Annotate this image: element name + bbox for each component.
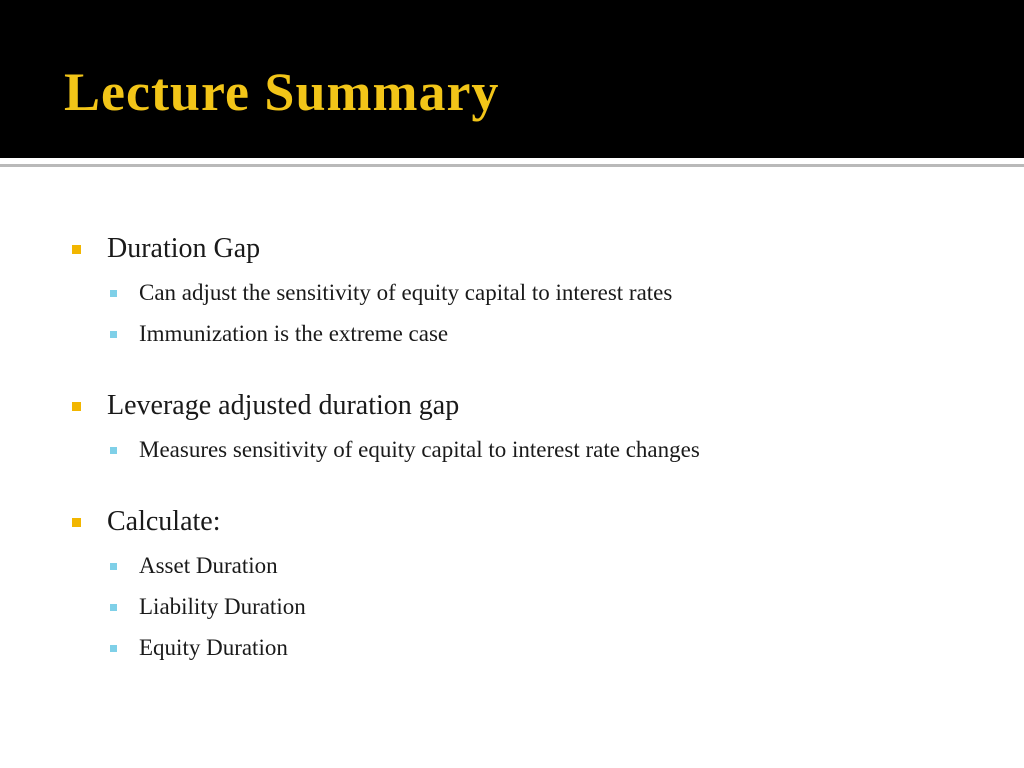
- square-bullet-icon: [110, 331, 117, 338]
- square-bullet-icon: [110, 563, 117, 570]
- sub-bullet-text: Equity Duration: [139, 635, 288, 660]
- sub-bullet-liability-duration: [110, 592, 306, 622]
- square-bullet-icon: [110, 447, 117, 454]
- sub-bullet-asset-duration: [110, 551, 278, 581]
- square-bullet-icon: [110, 290, 117, 297]
- bullet-text: Duration Gap: [107, 233, 261, 264]
- sub-bullet-text: Liability Duration: [139, 594, 306, 619]
- sub-bullet-equity-duration: [110, 633, 288, 663]
- bullet-calculate: [72, 505, 221, 539]
- sub-bullet-text: Asset Duration: [139, 553, 278, 578]
- sub-bullet-text: Measures sensitivity of equity capital to interest rate changes: [139, 437, 700, 462]
- sub-bullet-immunization: [110, 319, 448, 349]
- square-bullet-icon: [110, 604, 117, 611]
- bullet-text: Leverage adjusted duration gap: [107, 390, 460, 421]
- square-bullet-icon: [72, 518, 81, 527]
- square-bullet-icon: [110, 645, 117, 652]
- square-bullet-icon: [72, 245, 81, 254]
- bullet-leverage-adjusted-duration-gap: [72, 389, 459, 423]
- square-bullet-icon: [72, 402, 81, 411]
- bullet-duration-gap: [72, 232, 260, 266]
- sub-bullet-text: Immunization is the extreme case: [139, 321, 449, 346]
- sub-bullet-text: Can adjust the sensitivity of equity capital to interest rates: [139, 280, 673, 305]
- slide-title: Lecture Summary: [64, 62, 500, 122]
- sub-bullet-adjust-sensitivity: [110, 278, 672, 308]
- bullet-text: Calculate:: [107, 506, 221, 537]
- sub-bullet-measures-sensitivity: [110, 435, 700, 465]
